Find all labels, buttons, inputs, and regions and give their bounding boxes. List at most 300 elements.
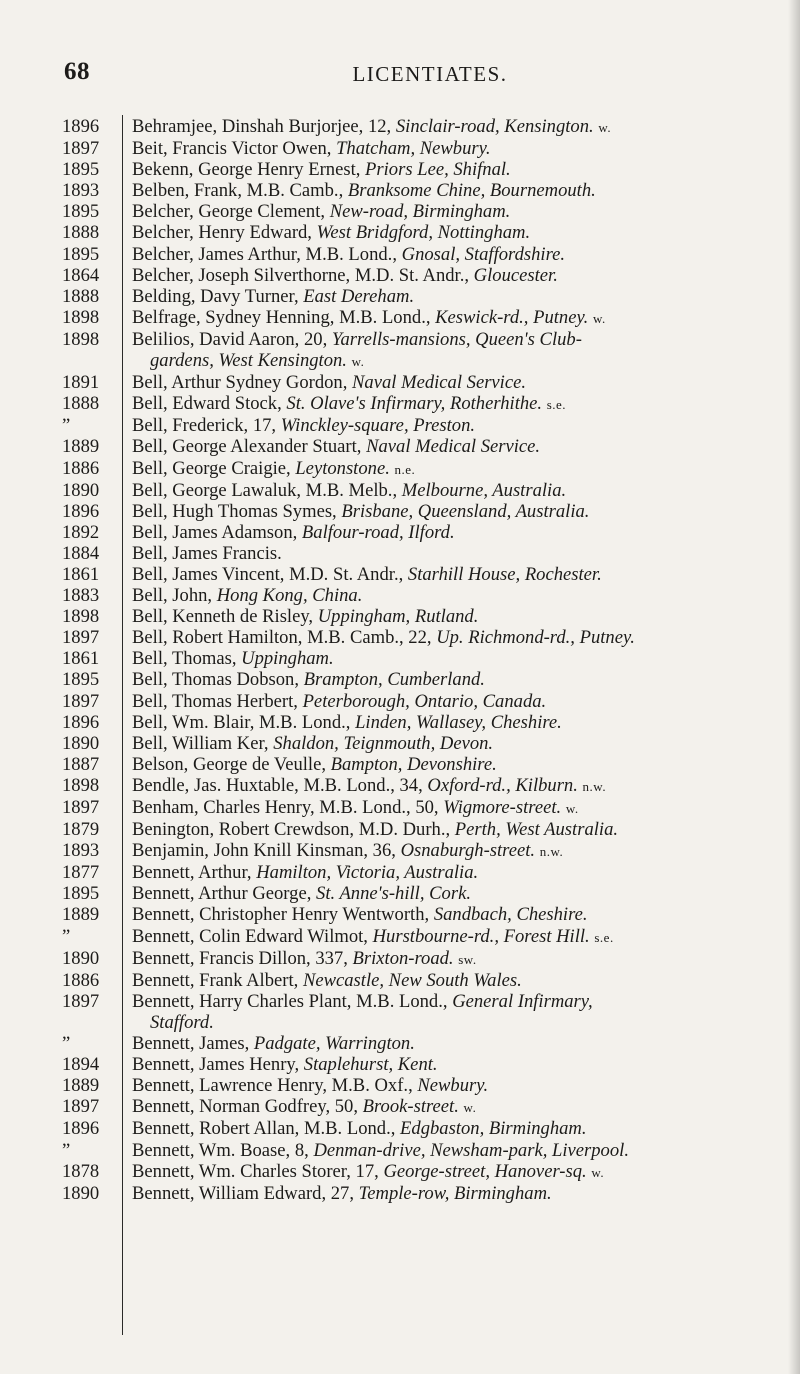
name-text: Benjamin, John Knill Kinsman, 36,	[132, 840, 401, 862]
postal-district: n.w.	[582, 778, 607, 794]
name-text: Bennett, Wm. Charles Storer, 17,	[132, 1160, 384, 1182]
address-text: Wigmore-street.	[443, 797, 562, 818]
list-item	[0, 265, 800, 286]
entry-line	[132, 669, 790, 690]
entry-line	[132, 948, 790, 970]
address-text: Brampton, Cumberland.	[303, 669, 485, 691]
licence-year: 1895	[62, 159, 100, 181]
licentiate-entry	[122, 480, 800, 501]
licentiate-entry	[122, 286, 800, 307]
address-text: Temple-row, Birmingham.	[358, 1182, 552, 1204]
name-text: Bennett, James,	[132, 1033, 254, 1055]
address-text: West Bridgford, Nottingham.	[316, 222, 531, 244]
address-text: Osnaburgh-street.	[400, 840, 536, 862]
entry-line	[132, 543, 790, 564]
name-text: Bell, William Ker,	[132, 732, 274, 754]
address-text: Stafford.	[150, 1011, 214, 1033]
licentiate-entry	[122, 116, 800, 138]
name-text: Bennett, Wm. Boase, 8,	[132, 1139, 314, 1161]
licence-year: 1887	[62, 753, 100, 775]
name-text: Bennett, Arthur,	[132, 862, 257, 884]
entry-line	[132, 372, 790, 393]
entry-line	[132, 393, 790, 415]
list-item	[0, 372, 800, 393]
name-text: Bell, Kenneth de Risley,	[132, 606, 318, 628]
entry-line	[132, 819, 790, 840]
address-text: Padgate, Warrington.	[253, 1033, 415, 1055]
licence-year: 1888	[62, 222, 100, 244]
address-text: General Infirmary,	[452, 990, 593, 1012]
name-text: Belcher, George Clement,	[132, 201, 330, 223]
name-text: Bennett, Arthur George,	[132, 883, 317, 905]
list-item	[0, 904, 800, 925]
address-text: Brook-street.	[362, 1096, 459, 1118]
list-item	[0, 754, 800, 775]
address-text: Newbury.	[417, 1075, 489, 1097]
licentiate-entry	[122, 1075, 800, 1096]
licentiate-entry	[122, 797, 800, 819]
postal-district: s.e.	[546, 397, 567, 413]
name-text: Bell, George Lawaluk, M.B. Melb.,	[132, 479, 402, 501]
licence-year: 1892	[62, 521, 100, 543]
address-text: Winckley-square, Preston.	[280, 415, 476, 437]
licentiate-entry	[122, 564, 800, 585]
licentiate-entry	[122, 180, 800, 201]
name-text: Bennett, Robert Allan, M.B. Lond.,	[132, 1118, 401, 1140]
address-text: Naval Medical Service.	[366, 436, 541, 458]
entry-line	[132, 862, 790, 883]
licence-year: 1861	[62, 563, 100, 585]
list-item	[0, 307, 800, 329]
name-text: Bell, Arthur Sydney Gordon,	[132, 372, 353, 394]
licence-year: 1896	[62, 711, 100, 733]
name-text: Bennett, James Henry,	[132, 1054, 304, 1076]
list-item	[0, 244, 800, 265]
entry-line	[132, 691, 790, 712]
entry-line	[132, 1033, 790, 1054]
address-text: Hong Kong, China.	[216, 585, 363, 607]
licence-year: 1895	[62, 201, 100, 223]
licentiate-entry	[122, 669, 800, 690]
postal-district: w.	[591, 1164, 605, 1180]
list-item	[0, 648, 800, 669]
licentiate-entry	[122, 458, 800, 480]
licentiates-list	[0, 116, 800, 1204]
address-text: George-street, Hanover-sq.	[383, 1160, 587, 1182]
entry-line	[132, 1054, 790, 1075]
address-text: Balfour-road, Ilford.	[301, 521, 455, 543]
name-text: Beit, Francis Victor Owen,	[132, 138, 337, 160]
licentiate-entry	[122, 648, 800, 669]
licence-year: 1896	[62, 1118, 100, 1140]
list-item	[0, 116, 800, 138]
entry-line	[132, 733, 790, 754]
licence-year: ”	[62, 1139, 71, 1161]
list-item	[0, 480, 800, 501]
list-item	[0, 522, 800, 543]
licence-year: 1890	[62, 732, 100, 754]
address-text: Leytonstone.	[295, 457, 390, 479]
entry-line	[132, 222, 790, 243]
licence-year: 1889	[62, 904, 100, 926]
list-item	[0, 286, 800, 307]
address-text: Melbourne, Australia.	[401, 479, 567, 501]
licentiate-entry	[122, 991, 800, 1033]
entry-line	[132, 329, 790, 350]
licence-year: 1897	[62, 138, 100, 160]
entry-line	[132, 991, 790, 1012]
licentiate-entry	[122, 1140, 800, 1161]
licence-year: 1896	[62, 116, 100, 137]
entry-line	[132, 1118, 790, 1139]
name-text: Benington, Robert Crewdson, M.D. Durh.,	[132, 819, 455, 841]
list-item	[0, 585, 800, 606]
licentiate-entry	[122, 543, 800, 564]
licentiate-entry	[122, 201, 800, 222]
entry-line	[132, 1096, 790, 1118]
entry-line	[132, 116, 790, 138]
list-item	[0, 970, 800, 991]
list-item	[0, 862, 800, 883]
licentiate-entry	[122, 840, 800, 862]
list-item	[0, 543, 800, 564]
licence-year: 1888	[62, 393, 100, 415]
licence-year: 1897	[62, 797, 100, 818]
name-text: Bell, James Francis.	[132, 542, 282, 564]
list-item	[0, 733, 800, 754]
licentiate-entry	[122, 904, 800, 925]
name-text: Belben, Frank, M.B. Camb.,	[132, 180, 348, 202]
address-text: Peterborough, Ontario, Canada.	[302, 690, 547, 712]
entry-line	[132, 1161, 790, 1183]
licence-year: 1895	[62, 243, 100, 265]
licence-year: 1889	[62, 1075, 100, 1097]
licence-year: 1861	[62, 648, 100, 670]
list-item	[0, 775, 800, 797]
licence-year: ”	[62, 925, 71, 947]
address-text: Gnosal, Staffordshire.	[401, 243, 566, 265]
licence-year: ”	[62, 415, 71, 437]
list-item	[0, 138, 800, 159]
postal-district: w.	[463, 1100, 477, 1116]
address-text: gardens, West Kensington.	[150, 350, 347, 372]
address-text: East Dereham.	[303, 285, 415, 307]
running-head: LICENTIATES.	[352, 62, 508, 86]
list-item	[0, 819, 800, 840]
licence-year: 1890	[62, 479, 100, 501]
name-text: Bell, James Vincent, M.D. St. Andr.,	[132, 563, 408, 585]
entry-continuation-line	[132, 1012, 790, 1033]
list-item	[0, 669, 800, 690]
licentiate-entry	[122, 329, 800, 372]
name-text: Benham, Charles Henry, M.B. Lond., 50,	[132, 797, 444, 818]
licence-year: 1894	[62, 1054, 100, 1076]
entry-line	[132, 180, 790, 201]
name-text: Bell, Robert Hamilton, M.B. Camb., 22,	[132, 627, 437, 649]
list-item	[0, 1183, 800, 1204]
name-text: Bell, John,	[132, 585, 217, 607]
licence-year: 1878	[62, 1160, 100, 1182]
list-item	[0, 501, 800, 522]
licence-year: 1886	[62, 457, 100, 479]
entry-line	[132, 840, 790, 862]
list-item	[0, 458, 800, 480]
licentiate-entry	[122, 1054, 800, 1075]
list-item	[0, 201, 800, 222]
licentiate-entry	[122, 862, 800, 883]
licence-year: 1898	[62, 328, 100, 350]
name-text: Belcher, Henry Edward,	[132, 222, 317, 244]
address-text: Bampton, Devonshire.	[330, 753, 497, 775]
address-text: Sinclair-road, Kensington.	[395, 116, 594, 137]
licentiate-entry	[122, 138, 800, 159]
licentiate-entry	[122, 436, 800, 457]
licentiate-entry	[122, 1118, 800, 1139]
list-item	[0, 1140, 800, 1161]
list-item	[0, 691, 800, 712]
licentiate-entry	[122, 926, 800, 948]
list-item	[0, 1033, 800, 1054]
entry-line	[132, 926, 790, 948]
postal-district: w.	[351, 354, 365, 370]
licentiate-entry	[122, 606, 800, 627]
entry-line	[132, 585, 790, 606]
licentiate-entry	[122, 585, 800, 606]
address-text: Denman-drive, Newsham-park, Liverpool.	[313, 1139, 629, 1161]
name-text: Bell, Thomas,	[132, 648, 242, 670]
licence-year: 1864	[62, 264, 100, 286]
entry-line	[132, 159, 790, 180]
name-text: Bell, George Alexander Stuart,	[132, 436, 367, 458]
name-text: Bell, Thomas Dobson,	[132, 669, 304, 691]
address-text: Edgbaston, Birmingham.	[400, 1118, 587, 1140]
licentiate-entry	[122, 819, 800, 840]
address-text: Staplehurst, Kent.	[303, 1054, 438, 1076]
licentiate-entry	[122, 948, 800, 970]
licentiate-entry	[122, 501, 800, 522]
name-text: Belcher, James Arthur, M.B. Lond.,	[132, 243, 402, 265]
address-text: Linden, Wallasey, Cheshire.	[355, 711, 562, 733]
postal-district: sw.	[458, 951, 477, 967]
address-text: Starhill House, Rochester.	[407, 563, 602, 585]
licentiate-entry	[122, 1033, 800, 1054]
name-text: Bennett, Norman Godfrey, 50,	[132, 1096, 363, 1118]
address-text: St. Anne's-hill, Cork.	[316, 883, 471, 905]
name-text: Bennett, Frank Albert,	[132, 969, 303, 991]
entry-line	[132, 286, 790, 307]
licentiate-entry	[122, 775, 800, 797]
entry-line	[132, 797, 790, 819]
name-text: Belfrage, Sydney Henning, M.B. Lond.,	[132, 306, 436, 328]
postal-district: s.e.	[594, 929, 614, 945]
licence-year: 1895	[62, 883, 100, 905]
licentiate-entry	[122, 159, 800, 180]
name-text: Bell, George Craigie,	[132, 457, 296, 479]
list-item	[0, 926, 800, 948]
entry-line	[132, 775, 790, 797]
entry-line	[132, 883, 790, 904]
licence-year: 1891	[62, 372, 100, 394]
name-text: Bell, Hugh Thomas Symes,	[132, 500, 342, 522]
name-text: Bennett, Harry Charles Plant, M.B. Lond.,	[132, 990, 453, 1012]
licentiate-entry	[122, 733, 800, 754]
list-item	[0, 222, 800, 243]
address-text: Yarrells-mansions, Queen's Club-	[331, 328, 582, 350]
licence-year: 1877	[62, 862, 100, 884]
entry-line	[132, 1140, 790, 1161]
licence-year: 1897	[62, 627, 100, 649]
entry-line	[132, 970, 790, 991]
licentiate-entry	[122, 265, 800, 286]
address-text: Hurstbourne-rd., Forest Hill.	[372, 925, 590, 947]
entry-line	[132, 480, 790, 501]
address-text: Brisbane, Queensland, Australia.	[341, 500, 590, 522]
licence-year: 1893	[62, 840, 100, 862]
page-edge-shadow	[788, 0, 800, 1374]
licentiate-entry	[122, 307, 800, 329]
entry-line	[132, 712, 790, 733]
list-item	[0, 159, 800, 180]
list-item	[0, 393, 800, 415]
list-item	[0, 564, 800, 585]
entry-line	[132, 754, 790, 775]
name-text: Bell, Edward Stock,	[132, 393, 287, 415]
list-item	[0, 1075, 800, 1096]
entry-line	[132, 606, 790, 627]
address-text: Oxford-rd., Kilburn.	[427, 774, 578, 796]
name-text: Belilios, David Aaron, 20,	[132, 328, 332, 350]
address-text: Perth, West Australia.	[454, 819, 619, 841]
list-item	[0, 180, 800, 201]
address-text: Naval Medical Service.	[352, 372, 527, 394]
entry-line	[132, 201, 790, 222]
entry-line	[132, 627, 790, 648]
list-item	[0, 606, 800, 627]
list-item	[0, 1096, 800, 1118]
licentiate-entry	[122, 372, 800, 393]
entry-continuation-line	[132, 350, 790, 372]
address-text: St. Olave's Infirmary, Rotherhithe.	[286, 393, 543, 415]
licentiate-entry	[122, 627, 800, 648]
licence-year: 1888	[62, 285, 100, 307]
licence-year: 1884	[62, 542, 100, 564]
licence-year: ”	[62, 1033, 71, 1055]
name-text: Bell, Frederick, 17,	[132, 415, 281, 437]
address-text: Shaldon, Teignmouth, Devon.	[273, 732, 494, 754]
entry-line	[132, 522, 790, 543]
licentiate-entry	[122, 712, 800, 733]
licence-year: 1890	[62, 1182, 100, 1204]
address-text: Hamilton, Victoria, Australia.	[256, 862, 479, 884]
list-item	[0, 329, 800, 372]
postal-district: w.	[593, 310, 606, 326]
licence-year: 1893	[62, 180, 100, 202]
address-text: Sandbach, Cheshire.	[433, 904, 588, 926]
licence-year: 1898	[62, 606, 100, 628]
entry-line	[132, 265, 790, 286]
licence-year: 1889	[62, 436, 100, 458]
licentiate-entry	[122, 883, 800, 904]
licentiate-entry	[122, 415, 800, 436]
entry-line	[132, 138, 790, 159]
postal-district: n.w.	[539, 844, 564, 860]
list-item	[0, 415, 800, 436]
name-text: Belson, George de Veulle,	[132, 753, 331, 775]
address-text: Keswick-rd., Putney.	[435, 306, 589, 328]
licentiate-entry	[122, 754, 800, 775]
licence-year: 1895	[62, 669, 100, 691]
licence-year: 1897	[62, 1096, 100, 1118]
licentiate-entry	[122, 222, 800, 243]
list-item	[0, 840, 800, 862]
licentiate-entry	[122, 522, 800, 543]
address-text: Priors Lee, Shifnal.	[365, 159, 511, 181]
entry-line	[132, 1183, 790, 1204]
licence-year: 1883	[62, 585, 100, 607]
name-text: Bennett, Lawrence Henry, M.B. Oxf.,	[132, 1075, 418, 1097]
entry-line	[132, 648, 790, 669]
address-text: Thatcham, Newbury.	[336, 138, 491, 160]
entry-line	[132, 307, 790, 329]
address-text: Gloucester.	[473, 264, 558, 286]
address-text: Newcastle, New South Wales.	[302, 969, 522, 991]
entry-line	[132, 415, 790, 436]
address-text: Uppingham, Rutland.	[317, 606, 479, 628]
licence-year: 1898	[62, 306, 100, 328]
name-text: Bennett, Colin Edward Wilmot,	[132, 925, 373, 947]
entry-line	[132, 1075, 790, 1096]
name-text: Bendle, Jas. Huxtable, M.B. Lond., 34,	[132, 774, 428, 796]
address-text: Up. Richmond-rd., Putney.	[436, 627, 635, 649]
licentiate-entry	[122, 1183, 800, 1204]
page-number: 68	[64, 58, 90, 85]
address-text: Uppingham.	[241, 648, 334, 670]
licence-year: 1886	[62, 969, 100, 991]
name-text: Behramjee, Dinshah Burjorjee, 12,	[132, 116, 396, 137]
licentiate-entry	[122, 970, 800, 991]
name-text: Bennett, Christopher Henry Wentworth,	[132, 904, 434, 926]
list-item	[0, 712, 800, 733]
licentiate-entry	[122, 1096, 800, 1118]
name-text: Bell, James Adamson,	[132, 521, 302, 543]
name-text: Bennett, Francis Dillon, 337,	[132, 947, 353, 969]
list-item	[0, 1118, 800, 1139]
entry-line	[132, 564, 790, 585]
licentiate-entry	[122, 393, 800, 415]
list-item	[0, 948, 800, 970]
list-item	[0, 436, 800, 457]
name-text: Bennett, William Edward, 27,	[132, 1182, 359, 1204]
postal-district: w.	[565, 801, 579, 816]
name-text: Bekenn, George Henry Ernest,	[132, 159, 366, 181]
name-text: Bell, Wm. Blair, M.B. Lond.,	[132, 711, 356, 733]
address-text: Brixton-road.	[352, 947, 454, 969]
list-item	[0, 1054, 800, 1075]
entry-line	[132, 501, 790, 522]
licence-year: 1896	[62, 500, 100, 522]
licence-year: 1898	[62, 774, 100, 796]
list-item	[0, 991, 800, 1033]
licence-year: 1897	[62, 990, 100, 1012]
licence-year: 1879	[62, 819, 100, 841]
licentiate-entry	[122, 244, 800, 265]
entry-line	[132, 244, 790, 265]
licentiate-entry	[122, 691, 800, 712]
licentiate-entry	[122, 1161, 800, 1183]
list-item	[0, 797, 800, 819]
name-text: Belcher, Joseph Silverthorne, M.D. St. Andr.,	[132, 264, 474, 286]
name-text: Belding, Davy Turner,	[132, 285, 304, 307]
